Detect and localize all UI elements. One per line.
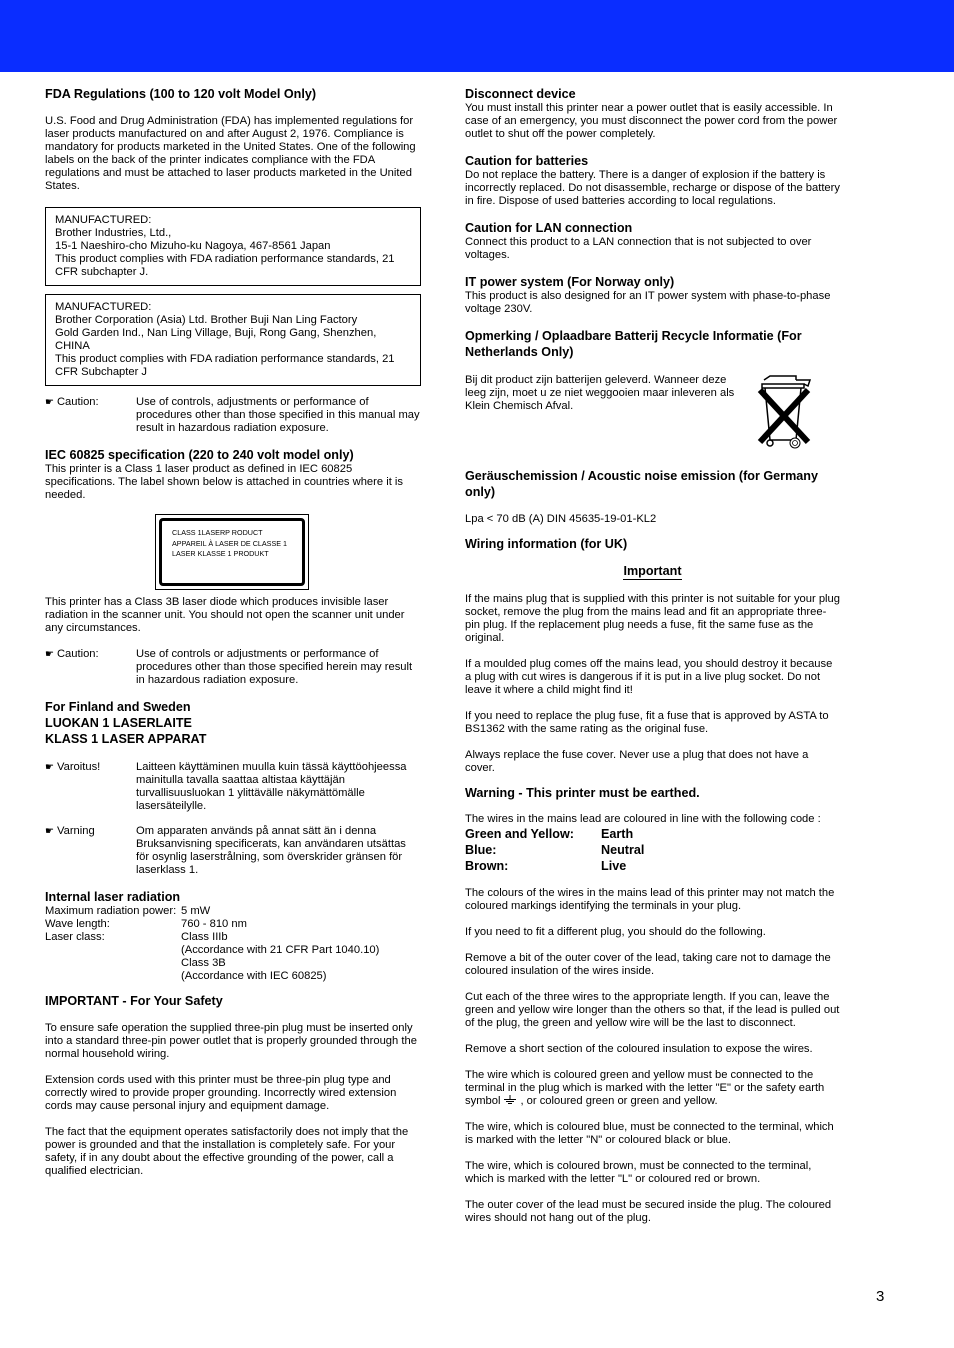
wiring-paragraph: If a moulded plug comes off the mains lead, you should destroy it because a plug with cut wires is dangerous if it is put in a live plug socket. Do not leave it where a child might find it! <box>465 658 833 696</box>
spec-value: Class IIIb <box>181 931 228 943</box>
important-heading-wrap <box>465 564 840 580</box>
iec-title: IEC 60825 specification (220 to 240 volt model only) <box>45 448 354 462</box>
manufacturer-box-japan <box>45 207 421 286</box>
recycle-row <box>465 374 840 452</box>
varning-text: Om apparaten används på annat sätt än i denna Bruksanvisning specificerats, kan användaren utsättas för osynlig laserstrålning, som överskrider gränsen för laserklass 1. <box>136 825 406 876</box>
wiring-paragraph: If you need to replace the plug fuse, fit a fuse that is approved by ASTA to BS1362 with the same rating as the original fuse. <box>465 710 829 735</box>
wire-colour: Blue: <box>465 843 497 857</box>
spec-value: 5 mW <box>181 905 211 917</box>
section-title: LUOKAN 1 LASERLAITE <box>45 716 192 730</box>
finland-sweden-title <box>45 699 421 747</box>
caution-text: Use of controls or adjustments or performance of procedures other than those specified herein may result in hazardous radiation exposure. <box>136 648 413 686</box>
box-line: This product complies with FDA radiation performance standards, 21 CFR subchapter J. <box>55 253 395 278</box>
wiring-paragraph: The wire, which is coloured brown, must be connected to the terminal, which is marked with the letter "L" or coloured red or brown. <box>465 1160 812 1185</box>
lan-title: Caution for LAN connection <box>465 221 633 235</box>
lan-text: Connect this product to a LAN connection that is not subjected to over voltages. <box>465 236 812 261</box>
wiring-paragraph: Cut each of the three wires to the appropriate length. If you can, leave the green and yellow wire longer than the others so that, if the lead is pulled out of the plug, the green and yellow wire will be the last to disconnect. <box>465 991 840 1029</box>
pointing-hand-icon: ☛ <box>45 397 54 408</box>
pointing-hand-icon: ☛ <box>45 826 54 837</box>
it-power-title: IT power system (For Norway only) <box>465 275 675 289</box>
important-paragraph: To ensure safe operation the supplied three-pin plug must be inserted only into a standard three-pin power outlet that is properly grounded through the normal household wiring. <box>45 1022 417 1060</box>
batteries-text: Do not replace the battery. There is a danger of explosion if the battery is incorrectly replaced. Do not disassemble, recharge or dispose of the battery in fire. Dispose of used batteries according to local regulations. <box>465 169 840 207</box>
spec-key: Laser class: <box>45 931 105 943</box>
noise-title: Geräuschemission / Acoustic noise emission (for Germany only) <box>465 469 818 499</box>
important-heading: Important <box>623 564 682 578</box>
earth-text-a: The wire which is coloured green and yellow must be connected to the terminal in the plug which is marked with the letter "E" or the safety earth symbol <box>465 1069 825 1107</box>
laser-specs <box>45 905 421 983</box>
batteries-title: Caution for batteries <box>465 154 589 168</box>
section-title: KLASS 1 LASER APPARAT <box>45 732 207 746</box>
important-safety-title: IMPORTANT - For Your Safety <box>45 994 223 1008</box>
caution-note <box>45 648 421 687</box>
varning-note <box>45 825 421 877</box>
wire-colour-table <box>465 826 840 874</box>
varning-label: Varning <box>56 825 95 837</box>
section-title: For Finland and Sweden <box>45 700 191 714</box>
laser-class-label <box>155 514 309 590</box>
caution-note <box>45 396 421 435</box>
box-line: Brother Corporation (Asia) Ltd. Brother Buji Nan Ling Factory <box>55 314 358 326</box>
spec-key: Wave length: <box>45 918 110 930</box>
box-line: Brother Industries, Ltd., <box>55 227 172 239</box>
manufacturer-box-china <box>45 294 421 386</box>
spec-value: 760 - 810 nm <box>181 918 247 930</box>
label-line: APPAREIL À LASER DE CLASSE 1 <box>172 538 288 548</box>
box-line: Gold Garden Ind., Nan Ling Village, Buji, Rong Gang, Shenzhen, CHINA <box>55 327 377 352</box>
label-line: LASER KLASSE 1 PRODUKT <box>172 549 269 558</box>
wiring-title: Wiring information (for UK) <box>465 537 628 551</box>
wire-role: Neutral <box>601 843 645 857</box>
wiring-paragraph: Remove a short section of the coloured insulation to expose the wires. <box>465 1043 813 1055</box>
code-intro: The wires in the mains lead are coloured in line with the following code : <box>465 813 821 825</box>
wiring-paragraph: Remove a bit of the outer cover of the lead, taking care not to damage the coloured insulation of the wires inside. <box>465 952 831 977</box>
internal-laser-title: Internal laser radiation <box>45 890 181 904</box>
netherlands-text: Bij dit product zijn batterijen geleverd. Wanneer deze leeg zijn, moet u ze niet weggooien maar inleveren als Klein Chemisch Afval. <box>465 374 735 412</box>
varoitus-text: Laitteen käyttäminen muulla kuin tässä käyttöohjeessa mainitulla tavalla saattaa altistaa käyttäjän turvallisuusluokan 1 ylittävälle näkymättömälle lasersäteilylle. <box>136 761 407 812</box>
varoitus-note <box>45 761 421 813</box>
fda-text: U.S. Food and Drug Administration (FDA) has implemented regulations for laser products manufactured on and after August 2, 1976. Compliance is mandatory for products marketed in the United States. One of the following labels on the back of the printer indicates compliance with the FDA regulations and must be attached to laser products marketed in the United States. <box>45 115 416 192</box>
pointing-hand-icon: ☛ <box>45 762 54 773</box>
spec-key <box>45 944 181 957</box>
crossed-out-bin-icon <box>756 374 816 452</box>
box-line: MANUFACTURED: <box>55 301 152 313</box>
wiring-paragraph: The wire, which is coloured blue, must be connected to the terminal, which is marked with the letter "N" or coloured black or blue. <box>465 1121 834 1146</box>
header-banner <box>0 0 954 72</box>
fda-title: FDA Regulations (100 to 120 volt Model Only) <box>45 87 317 101</box>
netherlands-title: Opmerking / Oplaadbare Batterij Recycle Informatie (For Netherlands Only) <box>465 329 802 359</box>
left-column <box>45 86 421 1178</box>
label-line: CLASS 1LASERP RODUCT <box>172 528 263 537</box>
earth-text-b: , or coloured green or green and yellow. <box>520 1095 718 1107</box>
spec-value: (Accordance with IEC 60825) <box>181 970 327 982</box>
class3b-text: This printer has a Class 3B laser diode which produces invisible laser radiation in the scanner unit. You should not open the scanner unit under any circumstances. <box>45 596 405 634</box>
box-line: 15-1 Naeshiro-cho Mizuho-ku Nagoya, 467-8561 Japan <box>55 240 331 252</box>
important-paragraph: The fact that the equipment operates satisfactorily does not imply that the power is grounded and that the installation is completely safe. For your safety, if in any doubt about the effective grounding of the power, call a qualified electrician. <box>45 1126 409 1177</box>
varoitus-label: Varoitus! <box>56 761 101 773</box>
spec-key <box>45 970 181 983</box>
box-line: MANUFACTURED: <box>55 214 152 226</box>
right-column <box>465 86 840 1225</box>
box-line: This product complies with FDA radiation performance standards, 21 CFR Subchapter J <box>55 353 395 378</box>
caution-label: Caution: <box>56 648 99 660</box>
wiring-paragraph: If you need to fit a different plug, you should do the following. <box>465 926 766 938</box>
wiring-paragraph: The outer cover of the lead must be secured inside the plug. The coloured wires should not hang out of the plug. <box>465 1199 832 1224</box>
important-paragraph: Extension cords used with this printer must be three-pin plug type and correctly wired to provide proper grounding. Incorrectly wired extension cords may cause personal injury and equipment damage. <box>45 1074 397 1112</box>
spec-value: (Accordance with 21 CFR Part 1040.10) <box>181 944 380 956</box>
spec-key <box>45 957 181 970</box>
disconnect-text: You must install this printer near a power outlet that is easily accessible. In case of an emergency, you must disconnect the power cord from the power outlet to shut off the power completely. <box>465 102 838 140</box>
wiring-paragraph: The colours of the wires in the mains lead of this printer may not match the coloured markings identifying the terminals in your plug. <box>465 887 835 912</box>
disconnect-title: Disconnect device <box>465 87 576 101</box>
caution-text: Use of controls, adjustments or performance of procedures other than those specified in this manual may result in hazardous radiation exposure. <box>136 396 420 434</box>
wiring-paragraph: Always replace the fuse cover. Never use a plug that does not have a cover. <box>465 749 809 774</box>
wire-colour: Green and Yellow: <box>465 827 574 841</box>
wire-role: Earth <box>601 827 634 841</box>
page-number: 3 <box>876 1288 885 1305</box>
iec-text: This printer is a Class 1 laser product as defined in IEC 60825 specifications. The label shown below is attached in countries where it is needed. <box>45 463 403 501</box>
caution-label: Caution: <box>56 396 99 408</box>
wire-role: Live <box>601 859 627 873</box>
wiring-paragraph: If the mains plug that is supplied with this printer is not suitable for your plug socket, remove the plug from the mains lead and fit an appropriate three-pin plug. If the replacement plug needs a fuse, fit the same fuse as the original. <box>465 593 840 644</box>
earth-symbol-icon <box>503 1095 517 1105</box>
it-power-text: This product is also designed for an IT power system with phase-to-phase voltage 230V. <box>465 290 831 315</box>
spec-value: Class 3B <box>181 957 226 969</box>
pointing-hand-icon: ☛ <box>45 649 54 660</box>
wiring-paragraph-earth <box>465 1069 840 1108</box>
noise-text: Lpa < 70 dB (A) DIN 45635-19-01-KL2 <box>465 513 657 525</box>
wire-colour: Brown: <box>465 859 509 873</box>
earthed-title: Warning - This printer must be earthed. <box>465 786 700 800</box>
spec-key: Maximum radiation power: <box>45 905 177 917</box>
